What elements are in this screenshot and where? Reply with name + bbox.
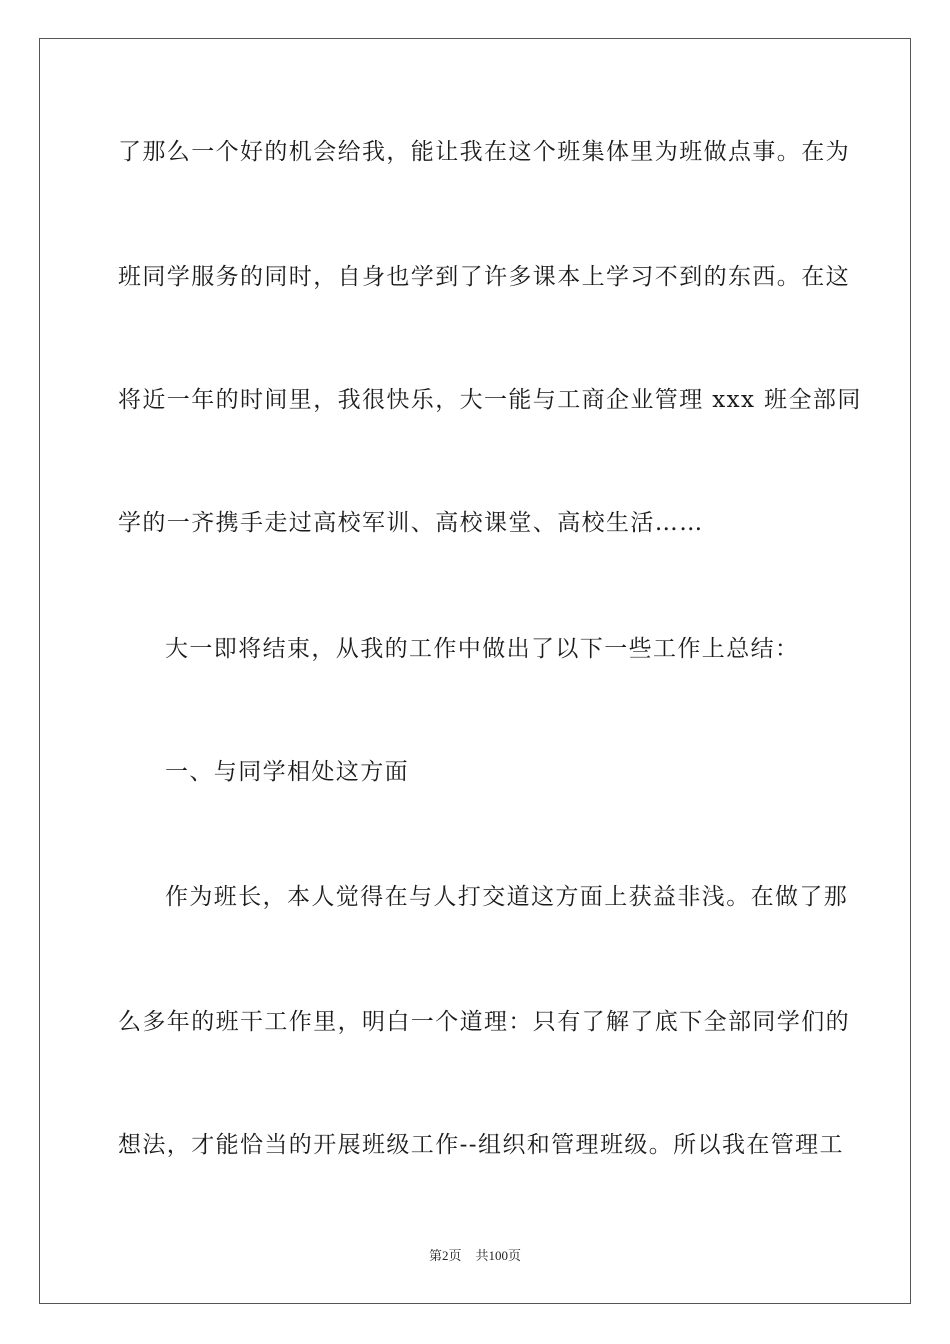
- paragraph-line: 班同学服务的同时，自身也学到了许多课本上学习不到的东西。在这: [118, 264, 850, 290]
- page-total: 共100页: [475, 1248, 522, 1263]
- page-frame: [39, 38, 911, 1304]
- paragraph-line: 作为班长，本人觉得在与人打交道这方面上获益非浅。在做了那: [165, 884, 849, 910]
- section-heading: 一、与同学相处这方面: [165, 759, 409, 785]
- paragraph-line: 么多年的班干工作里，明白一个道理：只有了解了底下全部同学们的: [118, 1009, 850, 1035]
- paragraph-line: 大一即将结束，从我的工作中做出了以下一些工作上总结：: [165, 636, 800, 662]
- page-footer: [0, 1247, 950, 1265]
- paragraph-line: 将近一年的时间里，我很快乐，大一能与工商企业管理 xxx 班全部同: [118, 387, 862, 413]
- paragraph-line: 想法，才能恰当的开展班级工作--组织和管理班级。所以我在管理工: [118, 1132, 844, 1158]
- paragraph-line: 学的一齐携手走过高校军训、高校课堂、高校生活……: [118, 510, 704, 536]
- paragraph-line: 了那么一个好的机会给我，能让我在这个班集体里为班做点事。在为: [118, 139, 850, 165]
- page-number: 第2页: [428, 1248, 462, 1263]
